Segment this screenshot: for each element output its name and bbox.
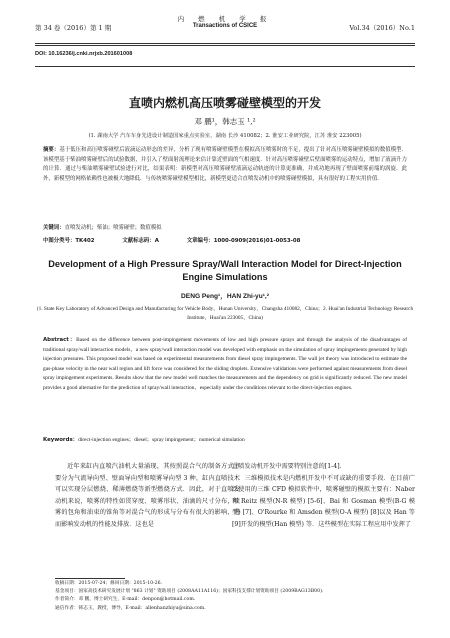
doi: DOI: 10.16236/j.cnki.nrjxb.201601008 <box>35 51 133 57</box>
doi-rule <box>35 66 415 67</box>
article-number: 文章编号：1000-0909(2016)01-0053-08 <box>186 238 301 244</box>
running-header <box>35 10 415 40</box>
body-column-right: 直喷发动机开发中需要特别注意的[1-4]． 三维模拟技术是内燃机开发中不可或缺的重要手段．在目前广泛使用的三维 CFD 模拟软件中，喷雾碰壁的模拟主要有：Naber 和 Reitz 模型(N-R 模型) [5-6]、Bai 和 Gosman 模型(B-G 模型) [7]、O'Rourke 和 Amsden 模型(O-A 模型) [8]以及 Han 等[9]开发的模型(Han 模型) 等．这些模型在实际工程应用中发挥了 <box>232 463 415 528</box>
volume-issue-en: Vol.34（2016）No.1 <box>349 24 415 32</box>
keywords-en-text: direct-injection engines；diesel；spray impingement；numerical simulation <box>78 437 245 443</box>
volume-issue-cn: 第 34 卷（2016）第 1 期 <box>35 24 112 32</box>
footnote-corresponding: 通信作者：韩志玉，教授，博导，E-mail：allenhanzhiyu@sina.com. <box>55 605 206 611</box>
journal-name-en: Transactions of CSICE <box>192 23 258 29</box>
keywords-en-label: Keywords： <box>43 437 79 443</box>
footnote-fund: 基金项目：国家高技术研究发展计划 "863 计划" 资助项目 (2008AA11A116)；国家科技支撑计划资助项目 (2009BAG13B00)． <box>55 589 327 595</box>
abstract-en <box>43 336 407 394</box>
abstract-en-text: Based on the difference between post-impingement movements of low and high pressure sprays and through the analysis of the disadvantages of traditional spray/wall interaction models，a new spray/wall interaction model was developed with emphasis on the simulation of spray impingements generated by high injection pressures. This proposed model was based on experimental measurements from diesel spray impingements. The wall jet theory was introduced to estimate the gas-phase velocity in the near wall region and lift force was considered for the sliding droplets. Extensive validations were performed against measurements from diesel spray impingement experiments. Results show that the new model well matches the measurements and the dependency on grid is significantly reduced. The new model provides a good alternative for the prediction of spray/wall interaction，especially under the conditions relevant to the direct-injection engines. <box>43 337 407 391</box>
journal-name-cn: 内 燃 机 学 报 <box>177 15 273 23</box>
footnote-rule <box>55 578 125 579</box>
affiliation-en: (1. State Key Laboratory of Advanced Design and Manufacturing for Vehicle Body，Hunan University，Changsha 410082，China；2. Huai'an Industrial Technology Research Institute，Huai'an 223005，China) <box>36 306 414 321</box>
header-rule-top <box>35 43 415 44</box>
classification-row <box>43 236 326 244</box>
title-cn: 直喷内燃机高压喷雾碰壁模型的开发 <box>128 96 321 110</box>
authors-cn: 邓 鹏¹，韩志玉 ¹,² <box>194 117 256 126</box>
authors-en: DENG Peng¹，HAN Zhi-yu¹,² <box>181 293 269 300</box>
abstract-cn-text: 基于低压和高压喷雾碰壁后液滴运动形态的差异，分析了现有喷雾碰壁模型在模拟高压喷雾时的不足，提出了针对高压喷雾碰壁模拟的数值模型．该模型基于柴油喷雾碰壁后的试验数据，并引入了壁面射流理论来估计靠近壁面的气相速度．针对高压喷雾碰壁后壁面喷雾的运动特点，增加了液滴升力的计算．通过与柴油喷雾碰壁试验进行对比，结果表明：新模型对高压喷雾碰壁液滴运动轨迹的计算更准确，并成功地再现了壁面喷雾前端的涡旋．此外，新模型的网格依赖性也被极大地降低．与传统喷雾碰壁模型相比，新模型更适合直喷发动机中的喷雾碰壁模拟，具有很好的工程实用价值． <box>43 147 407 182</box>
keywords-cn-label: 关键词： <box>43 225 65 231</box>
abstract-cn-label: 摘要： <box>43 147 60 153</box>
keywords-cn <box>43 224 407 234</box>
footnotes <box>55 580 415 613</box>
document-code: 文献标志码：A <box>122 238 159 244</box>
footnote-received: 收稿日期：2015-07-24；修回日期：2015-10-26. <box>55 581 163 586</box>
abstract-cn <box>43 146 407 184</box>
keywords-en <box>43 436 407 446</box>
affiliation-cn: (1. 湖南大学 汽车车身先进设计制造国家重点实验室，湖南 长沙 410082；2. 淮安工业研究院，江苏 淮安 223005) <box>88 133 362 139</box>
body-column-left: 近年来缸内直喷汽油机大量涌现，其按照混合气的制备方式主要分为气流导向型、壁面导向型和喷雾导向型 3 种，缸内直喷技术可以实现分层燃烧、稀薄燃烧等新型燃烧方式．因此，对于直喷发动机来说，喷雾的特性如贯穿度、喷雾形状、油滴的尺寸分布，喷雾的包角和油束的锥角等对混合气的形成与分布有很大的影响，进而影响发动机的性能及排放．这也是 <box>55 463 240 528</box>
keywords-cn-text: 直喷发动机；柴油；喷雾碰壁；数值模拟 <box>64 225 162 231</box>
header-rule-bottom <box>35 45 415 46</box>
footnote-author: 作者简介：邓 鹏，博士研究生，E-mail：denpon@hotmail.com. <box>55 597 196 603</box>
title-en: Development of a High Pressure Spray/Wall Interaction Model for Direct-Injection Engine Simulations <box>48 259 402 282</box>
abstract-en-label: Abstract： <box>43 337 77 343</box>
clc-number: 中图分类号：TK402 <box>43 238 95 244</box>
